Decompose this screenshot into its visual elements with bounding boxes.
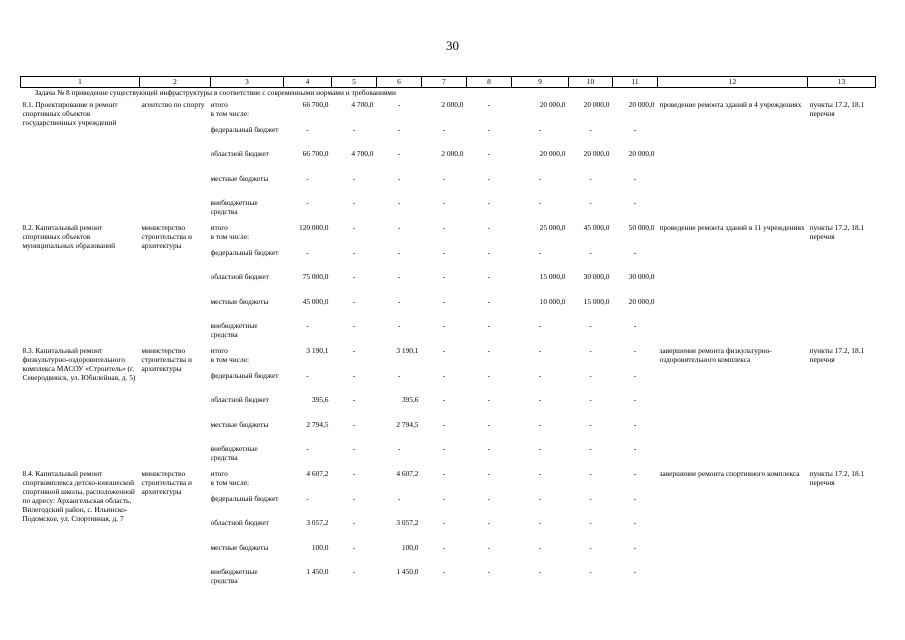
column-number: 3 <box>211 77 284 88</box>
executor: агентство по спорту <box>141 100 205 109</box>
amount-cell: 45 000,0 <box>583 222 610 232</box>
funding-row <box>21 469 876 494</box>
amount-cell: - <box>397 124 401 134</box>
amount-cell: - <box>487 272 491 282</box>
amount-cell: 4 607,2 <box>306 468 329 478</box>
column-number: 9 <box>512 77 569 88</box>
funding-source: областной бюджет <box>210 272 269 282</box>
amount-cell: - <box>538 345 542 355</box>
amount-cell: - <box>352 542 356 552</box>
amount-cell: 4 700,0 <box>351 149 374 159</box>
amount-cell: - <box>442 468 446 478</box>
amount-cell: - <box>538 321 542 331</box>
amount-cell: - <box>589 247 592 257</box>
funding-source: итого в том числе: <box>210 100 250 119</box>
financing-table <box>20 76 876 592</box>
amount-cell: - <box>442 444 446 454</box>
amount-cell: 75 000,0 <box>302 272 329 282</box>
amount-cell: - <box>352 370 356 380</box>
amount-cell: - <box>538 567 542 577</box>
funding-source: федеральный бюджет <box>210 370 279 380</box>
amount-cell: - <box>538 518 542 528</box>
amount-cell: - <box>589 395 592 405</box>
amount-cell: - <box>352 419 356 429</box>
column-number-row <box>21 77 876 88</box>
funding-source: федеральный бюджет <box>210 124 279 134</box>
amount-cell: - <box>397 198 401 208</box>
amount-cell: - <box>538 493 542 503</box>
amount-cell: - <box>633 468 637 478</box>
amount-cell: 50 000,0 <box>628 222 655 232</box>
amount-cell: - <box>538 198 542 208</box>
amount-cell: - <box>487 321 491 331</box>
executor: министерство строительства и архитектуры <box>141 468 193 496</box>
amount-cell: - <box>589 345 592 355</box>
amount-cell: - <box>442 493 446 503</box>
funding-row <box>21 100 876 125</box>
funding-row <box>21 346 876 371</box>
amount-cell: - <box>442 370 446 380</box>
column-number: 8 <box>467 77 512 88</box>
amount-cell: - <box>442 198 446 208</box>
amount-cell: 45 000,0 <box>302 296 329 306</box>
amount-cell: 2 000,0 <box>441 149 464 159</box>
amount-cell: 15 000,0 <box>539 272 566 282</box>
amount-cell: 20 000,0 <box>628 149 655 159</box>
executor: министерство строительства и архитектуры <box>141 345 193 373</box>
amount-cell: - <box>633 198 637 208</box>
amount-cell: 3 057,2 <box>396 518 419 528</box>
amount-cell: 20 000,0 <box>539 149 566 159</box>
amount-cell: 20 000,0 <box>583 100 610 109</box>
amount-cell: - <box>633 419 637 429</box>
amount-cell: - <box>352 321 356 331</box>
amount-cell: - <box>538 124 542 134</box>
funding-source: внебюджетные средства <box>210 321 258 340</box>
funding-source: внебюджетные средства <box>210 567 258 586</box>
executor: министерство строительства и архитектуры <box>141 222 193 251</box>
amount-cell: - <box>487 100 491 109</box>
amount-cell: - <box>352 222 356 232</box>
amount-cell: 100,0 <box>401 542 419 552</box>
amount-cell: - <box>352 567 356 577</box>
column-number: 2 <box>140 77 211 88</box>
amount-cell: - <box>589 173 592 183</box>
funding-source: итого в том числе: <box>210 222 250 241</box>
column-number: 13 <box>808 77 876 88</box>
amount-cell: - <box>306 247 309 257</box>
amount-cell: 30 000,0 <box>628 272 655 282</box>
funding-source: внебюджетные средства <box>210 444 258 463</box>
amount-cell: - <box>352 173 356 183</box>
amount-cell: - <box>397 100 401 109</box>
amount-cell: 1 450,0 <box>306 567 329 577</box>
amount-cell: - <box>352 296 356 306</box>
amount-cell: 1 450,0 <box>396 567 419 577</box>
measure-name: 8.1. Проектирование и ремонт спортивных объектов государственных учреждений <box>22 100 118 128</box>
amount-cell: - <box>306 173 309 183</box>
funding-source: внебюджетные средства <box>210 198 258 217</box>
funding-source: местные бюджеты <box>210 419 269 429</box>
amount-cell: - <box>487 444 491 454</box>
amount-cell: - <box>352 124 356 134</box>
funding-source: местные бюджеты <box>210 542 269 552</box>
amount-cell: - <box>538 173 542 183</box>
amount-cell: - <box>306 493 309 503</box>
amount-cell: - <box>589 419 592 429</box>
amount-cell: - <box>538 395 542 405</box>
amount-cell: 2 794,5 <box>306 419 329 429</box>
amount-cell: - <box>352 493 356 503</box>
amount-cell: - <box>487 173 491 183</box>
amount-cell: - <box>487 222 491 232</box>
amount-cell: - <box>352 444 356 454</box>
amount-cell: - <box>442 345 446 355</box>
amount-cell: - <box>633 567 637 577</box>
amount-cell: 20 000,0 <box>628 100 655 109</box>
amount-cell: 100,0 <box>311 542 329 552</box>
amount-cell: - <box>306 444 309 454</box>
amount-cell: - <box>487 124 491 134</box>
funding-source: местные бюджеты <box>210 296 269 306</box>
amount-cell: - <box>306 370 309 380</box>
column-number: 12 <box>658 77 808 88</box>
funding-source: федеральный бюджет <box>210 247 279 257</box>
amount-cell: 10 000,0 <box>539 296 566 306</box>
amount-cell: - <box>397 149 401 159</box>
amount-cell: 395,6 <box>401 395 419 405</box>
amount-cell: 30 000,0 <box>583 272 610 282</box>
task-title: Задача № 8 приведение существующей инфраструктуры в соответствие с современными нормами и требованиями <box>34 88 396 97</box>
amount-cell: - <box>589 370 592 380</box>
amount-cell: - <box>589 567 592 577</box>
reference: пункты 17.2, 18.1 перечня <box>809 345 865 364</box>
amount-cell: 4 607,2 <box>396 468 419 478</box>
funding-source: местные бюджеты <box>210 173 269 183</box>
amount-cell: - <box>487 370 491 380</box>
column-number: 4 <box>284 77 332 88</box>
amount-cell: - <box>442 222 446 232</box>
amount-cell: - <box>589 493 592 503</box>
amount-cell: - <box>397 272 401 282</box>
amount-cell: - <box>633 542 637 552</box>
amount-cell: - <box>538 444 542 454</box>
funding-source: федеральный бюджет <box>210 493 279 503</box>
measure-name: 8.4. Капитальный ремонт спорткомплекса детско-юношеской спортивной школы, расположенной по адресу: Архангельская область, Вилегодский район, с. Ильинско-Подомское, ул. Спортивная, д. 7 <box>22 468 135 524</box>
amount-cell: - <box>589 321 592 331</box>
amount-cell: - <box>589 542 592 552</box>
amount-cell: - <box>633 493 637 503</box>
amount-cell: - <box>487 518 491 528</box>
column-number: 5 <box>332 77 377 88</box>
funding-source: областной бюджет <box>210 395 269 405</box>
amount-cell: - <box>397 247 401 257</box>
amount-cell: 395,6 <box>311 395 329 405</box>
amount-cell: 4 700,0 <box>351 100 374 109</box>
amount-cell: - <box>442 395 446 405</box>
amount-cell: - <box>306 198 309 208</box>
amount-cell: - <box>633 173 637 183</box>
amount-cell: - <box>589 444 592 454</box>
amount-cell: - <box>397 370 401 380</box>
amount-cell: - <box>633 370 637 380</box>
amount-cell: - <box>397 493 401 503</box>
amount-cell: - <box>397 296 401 306</box>
amount-cell: - <box>538 419 542 429</box>
amount-cell: - <box>538 468 542 478</box>
amount-cell: - <box>487 493 491 503</box>
column-number: 6 <box>377 77 422 88</box>
amount-cell: - <box>538 370 542 380</box>
amount-cell: - <box>487 149 491 159</box>
amount-cell: - <box>306 321 309 331</box>
amount-cell: - <box>442 321 446 331</box>
amount-cell: - <box>633 247 637 257</box>
funding-source: областной бюджет <box>210 518 269 528</box>
measure-name: 8.3. Капитальный ремонт физкультурно-оздоровительного комплекса МАСОУ «Строитель» (г. Северодвинск, ул. Юбилейная, д. 5) <box>22 345 136 383</box>
amount-cell: - <box>442 272 446 282</box>
amount-cell: - <box>442 419 446 429</box>
expected-result: завершение ремонта спортивного комплекса <box>659 468 800 478</box>
amount-cell: 3 190,1 <box>306 345 329 355</box>
amount-cell: - <box>442 542 446 552</box>
amount-cell: - <box>487 419 491 429</box>
column-number: 7 <box>422 77 467 88</box>
amount-cell: - <box>633 395 637 405</box>
amount-cell: - <box>633 321 637 331</box>
amount-cell: - <box>352 345 356 355</box>
amount-cell: - <box>487 296 491 306</box>
amount-cell: - <box>633 444 637 454</box>
amount-cell: 20 000,0 <box>539 100 566 109</box>
reference: пункты 17.2, 18.1 перечня <box>809 468 865 487</box>
amount-cell: - <box>442 173 446 183</box>
amount-cell: - <box>538 542 542 552</box>
amount-cell: - <box>487 468 491 478</box>
amount-cell: - <box>442 296 446 306</box>
amount-cell: - <box>442 518 446 528</box>
amount-cell: - <box>633 124 637 134</box>
amount-cell: - <box>633 345 637 355</box>
column-number: 1 <box>21 77 140 88</box>
funding-source: итого в том числе: <box>210 468 250 487</box>
reference: пункты 17.2, 18.1 перечня <box>809 222 865 241</box>
expected-result: завершение ремонта физкультурно-оздоровительного комплекса <box>659 345 772 364</box>
amount-cell: - <box>352 198 356 208</box>
reference: пункты 17.2, 18.1 перечня <box>809 100 865 119</box>
amount-cell: 3 190,1 <box>396 345 419 355</box>
amount-cell: - <box>487 567 491 577</box>
column-number: 10 <box>569 77 613 88</box>
amount-cell: - <box>538 247 542 257</box>
amount-cell: - <box>487 395 491 405</box>
expected-result: проведение ремонта зданий в 11 учреждениях <box>659 222 805 232</box>
amount-cell: 2 000,0 <box>441 100 464 109</box>
amount-cell: - <box>487 542 491 552</box>
amount-cell: - <box>352 518 356 528</box>
measure-name: 8.2. Капитальный ремонт спортивных объектов муниципальных образований <box>22 222 116 251</box>
amount-cell: - <box>397 173 401 183</box>
amount-cell: - <box>352 395 356 405</box>
funding-source: областной бюджет <box>210 149 269 159</box>
amount-cell: - <box>487 198 491 208</box>
amount-cell: - <box>306 124 309 134</box>
amount-cell: - <box>589 518 592 528</box>
amount-cell: 2 794,5 <box>396 419 419 429</box>
task-row <box>21 88 876 101</box>
page-number: 30 <box>446 38 459 53</box>
amount-cell: - <box>487 247 491 257</box>
amount-cell: - <box>397 222 401 232</box>
amount-cell: - <box>633 518 637 528</box>
amount-cell: - <box>442 567 446 577</box>
amount-cell: 3 057,2 <box>306 518 329 528</box>
amount-cell: 25 000,0 <box>539 222 566 232</box>
amount-cell: 120 000,0 <box>298 222 329 232</box>
column-number: 11 <box>613 77 658 88</box>
funding-row <box>21 223 876 248</box>
amount-cell: - <box>442 247 446 257</box>
amount-cell: - <box>397 321 401 331</box>
amount-cell: - <box>397 444 401 454</box>
amount-cell: 66 700,0 <box>302 100 329 109</box>
amount-cell: - <box>352 468 356 478</box>
expected-result: проведение ремонта зданий в 4 учреждениях <box>659 100 802 109</box>
amount-cell: - <box>589 124 592 134</box>
amount-cell: - <box>589 468 592 478</box>
amount-cell: - <box>442 124 446 134</box>
amount-cell: - <box>487 345 491 355</box>
amount-cell: - <box>352 247 356 257</box>
amount-cell: 15 000,0 <box>583 296 610 306</box>
funding-source: итого в том числе: <box>210 345 250 364</box>
amount-cell: 20 000,0 <box>583 149 610 159</box>
amount-cell: - <box>352 272 356 282</box>
amount-cell: 66 700,0 <box>302 149 329 159</box>
amount-cell: 20 000,0 <box>628 296 655 306</box>
amount-cell: - <box>589 198 592 208</box>
